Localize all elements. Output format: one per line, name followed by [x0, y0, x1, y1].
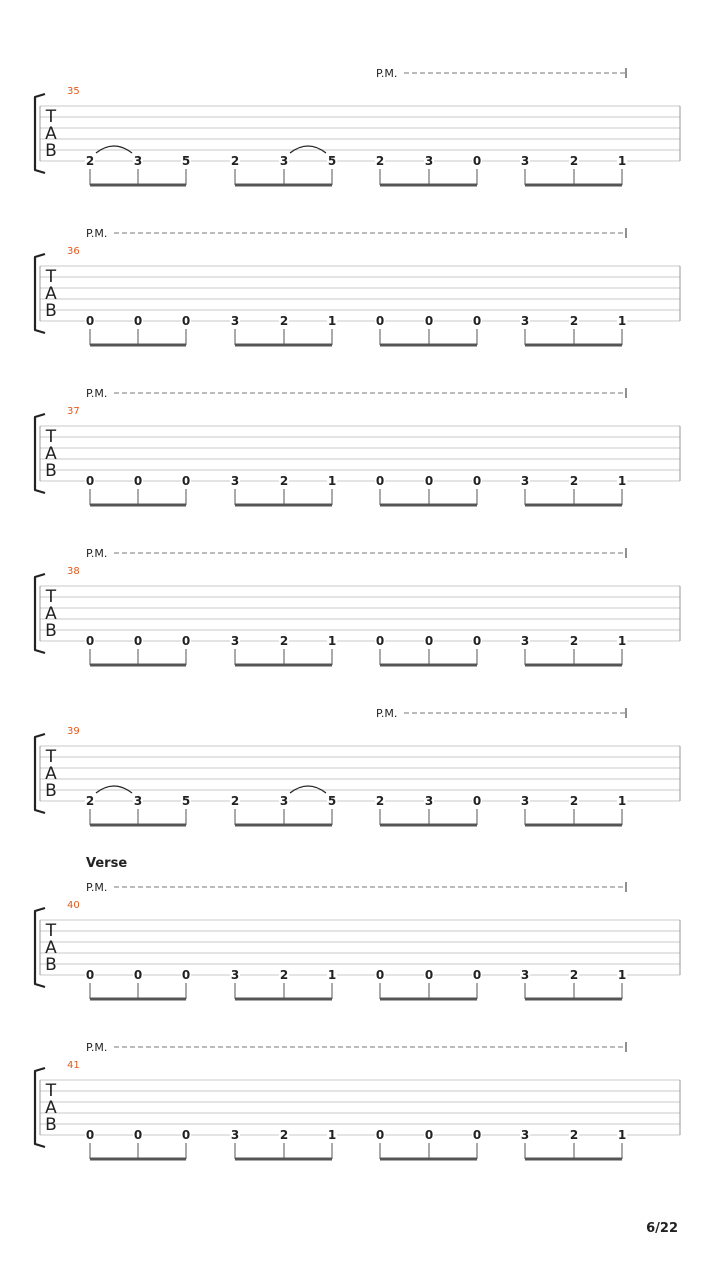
tab-clef-letter: A [45, 284, 57, 304]
fret-number: 2 [85, 794, 95, 808]
fret-number: 1 [327, 1128, 337, 1142]
fret-number: 3 [133, 154, 143, 168]
fret-number: 3 [520, 474, 530, 488]
tab-clef-letter: T [45, 427, 57, 447]
tab-clef-letter: T [45, 921, 57, 941]
tab-clef-letter: B [45, 301, 57, 321]
fret-number: 0 [85, 634, 95, 648]
fret-number: 0 [133, 634, 143, 648]
fret-number: 1 [617, 154, 627, 168]
fret-number: 2 [85, 154, 95, 168]
tab-clef-letter: B [45, 621, 57, 641]
fret-number: 0 [133, 474, 143, 488]
fret-number: 1 [327, 314, 337, 328]
tab-clef-letter: B [45, 1115, 57, 1135]
fret-number: 0 [85, 968, 95, 982]
fret-number: 0 [424, 634, 434, 648]
fret-number: 0 [85, 314, 95, 328]
fret-number: 3 [520, 154, 530, 168]
fret-number: 2 [279, 314, 289, 328]
fret-number: 3 [520, 1128, 530, 1142]
fret-number: 2 [375, 154, 385, 168]
fret-number: 0 [472, 314, 482, 328]
fret-number: 1 [327, 474, 337, 488]
fret-number: 0 [472, 474, 482, 488]
fret-number: 0 [181, 968, 191, 982]
fret-number: 3 [230, 968, 240, 982]
tab-clef-letter: B [45, 141, 57, 161]
fret-number: 2 [569, 314, 579, 328]
palm-mute-label: P.M. [376, 67, 398, 80]
tab-clef-letter: A [45, 938, 57, 958]
measure-number: 37 [67, 406, 80, 417]
fret-number: 2 [569, 1128, 579, 1142]
fret-number: 1 [327, 968, 337, 982]
fret-number: 0 [181, 634, 191, 648]
measure-number: 38 [67, 566, 80, 577]
fret-number: 3 [520, 968, 530, 982]
tab-clef-letter: A [45, 124, 57, 144]
fret-number: 3 [230, 314, 240, 328]
tab-clef-letter: T [45, 267, 57, 287]
measure-number: 40 [67, 900, 80, 911]
fret-number: 0 [133, 1128, 143, 1142]
fret-number: 3 [133, 794, 143, 808]
fret-number: 1 [617, 968, 627, 982]
fret-number: 2 [569, 968, 579, 982]
fret-number: 0 [375, 1128, 385, 1142]
fret-number: 0 [375, 474, 385, 488]
fret-number: 0 [472, 794, 482, 808]
measure-number: 35 [67, 86, 80, 97]
fret-number: 0 [133, 314, 143, 328]
palm-mute-label: P.M. [86, 387, 108, 400]
tab-clef-letter: B [45, 781, 57, 801]
fret-number: 5 [327, 154, 337, 168]
fret-number: 3 [279, 154, 289, 168]
tab-clef-letter: T [45, 587, 57, 607]
tab-clef-letter: T [45, 107, 57, 127]
fret-number: 2 [279, 474, 289, 488]
fret-number: 0 [181, 1128, 191, 1142]
fret-number: 2 [279, 1128, 289, 1142]
tab-clef-letter: T [45, 747, 57, 767]
fret-number: 1 [617, 1128, 627, 1142]
fret-number: 2 [375, 794, 385, 808]
fret-number: 2 [569, 794, 579, 808]
fret-number: 2 [279, 634, 289, 648]
fret-number: 5 [327, 794, 337, 808]
fret-number: 2 [569, 474, 579, 488]
tab-clef-letter: B [45, 955, 57, 975]
fret-number: 1 [617, 474, 627, 488]
fret-number: 3 [230, 1128, 240, 1142]
fret-number: 0 [133, 968, 143, 982]
measure-number: 41 [67, 1060, 80, 1071]
fret-number: 0 [472, 968, 482, 982]
fret-number: 0 [85, 1128, 95, 1142]
fret-number: 2 [279, 968, 289, 982]
fret-number: 2 [569, 634, 579, 648]
fret-number: 0 [472, 634, 482, 648]
fret-number: 5 [181, 794, 191, 808]
fret-number: 0 [424, 314, 434, 328]
fret-number: 2 [569, 154, 579, 168]
fret-number: 0 [424, 968, 434, 982]
fret-number: 0 [472, 1128, 482, 1142]
fret-number: 3 [279, 794, 289, 808]
tab-clef-letter: A [45, 444, 57, 464]
section-label: Verse [86, 856, 128, 871]
fret-number: 1 [617, 314, 627, 328]
tab-clef-letter: T [45, 1081, 57, 1101]
fret-number: 0 [472, 154, 482, 168]
fret-number: 3 [520, 314, 530, 328]
palm-mute-label: P.M. [86, 881, 108, 894]
fret-number: 0 [424, 474, 434, 488]
fret-number: 0 [181, 314, 191, 328]
fret-number: 3 [424, 154, 434, 168]
tab-clef-letter: A [45, 1098, 57, 1118]
fret-number: 3 [230, 474, 240, 488]
tab-clef-letter: B [45, 461, 57, 481]
tab-clef-letter: A [45, 604, 57, 624]
measure-number: 39 [67, 726, 80, 737]
fret-number: 3 [520, 794, 530, 808]
fret-number: 2 [230, 154, 240, 168]
fret-number: 1 [327, 634, 337, 648]
fret-number: 3 [230, 634, 240, 648]
palm-mute-label: P.M. [376, 707, 398, 720]
palm-mute-label: P.M. [86, 227, 108, 240]
palm-mute-label: P.M. [86, 1041, 108, 1054]
fret-number: 1 [617, 794, 627, 808]
fret-number: 5 [181, 154, 191, 168]
fret-number: 0 [375, 314, 385, 328]
palm-mute-label: P.M. [86, 547, 108, 560]
fret-number: 1 [617, 634, 627, 648]
tab-clef-letter: A [45, 764, 57, 784]
fret-number: 2 [230, 794, 240, 808]
fret-number: 0 [424, 1128, 434, 1142]
fret-number: 3 [520, 634, 530, 648]
measure-number: 36 [67, 246, 80, 257]
fret-number: 0 [85, 474, 95, 488]
page-number: 6/22 [646, 1221, 678, 1236]
fret-number: 0 [375, 968, 385, 982]
fret-number: 0 [181, 474, 191, 488]
fret-number: 0 [375, 634, 385, 648]
fret-number: 3 [424, 794, 434, 808]
